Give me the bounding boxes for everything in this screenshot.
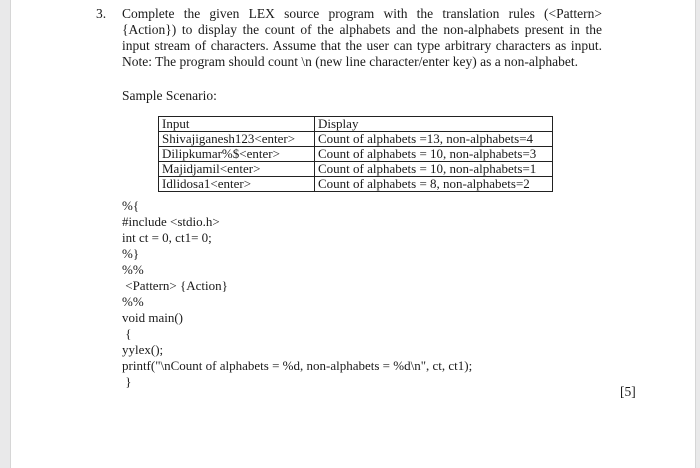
input-cell: Idlidosa1<enter>: [159, 177, 315, 192]
code-line: <Pattern> {Action}: [122, 278, 228, 293]
marks-label: [5]: [620, 384, 636, 399]
column-header-display: Display: [315, 117, 553, 132]
table-row: [159, 177, 553, 192]
question-line: Complete the given LEX source program with the translation rules (<Pattern>: [122, 6, 602, 21]
code-line: }: [122, 374, 132, 389]
sample-table: [158, 116, 553, 192]
code-line: {: [122, 326, 132, 341]
lex-code-block: [122, 198, 472, 390]
table-row: [159, 162, 553, 177]
code-line: yylex();: [122, 342, 164, 357]
code-line: %%: [122, 294, 144, 309]
column-header-input: Input: [159, 117, 315, 132]
table-header-row: [159, 117, 553, 132]
input-cell: Dilipkumar%$<enter>: [159, 147, 315, 162]
input-cell: Shivajiganesh123<enter>: [159, 132, 315, 147]
code-line: #include <stdio.h>: [122, 214, 220, 229]
question-line: input stream of characters. Assume that the user can type arbitrary characters as input.: [122, 38, 602, 53]
input-cell: Majidjamil<enter>: [159, 162, 315, 177]
code-line: printf("\nCount of alphabets = %d, non-alphabets = %d\n", ct, ct1);: [122, 358, 473, 373]
display-cell: Count of alphabets = 10, non-alphabets=3: [315, 147, 553, 162]
question-text: [122, 6, 602, 70]
display-cell: Count of alphabets =13, non-alphabets=4: [315, 132, 553, 147]
code-line: %%: [122, 262, 144, 277]
table-row: [159, 132, 553, 147]
display-cell: Count of alphabets = 8, non-alphabets=2: [315, 177, 553, 192]
question-line: Note: The program should count \n (new line character/enter key) as a non-alphabet.: [122, 54, 578, 69]
code-line: %{: [122, 198, 140, 213]
code-line: %}: [122, 246, 140, 261]
question-number: 3.: [96, 6, 107, 21]
display-cell: Count of alphabets = 10, non-alphabets=1: [315, 162, 553, 177]
code-line: void main(): [122, 310, 184, 325]
table-row: [159, 147, 553, 162]
code-line: int ct = 0, ct1= 0;: [122, 230, 212, 245]
document-page: [10, 0, 696, 468]
sample-scenario-label: Sample Scenario:: [122, 88, 217, 103]
question-line: {Action}) to display the count of the alphabets and the non-alphabets present in the: [122, 22, 602, 37]
